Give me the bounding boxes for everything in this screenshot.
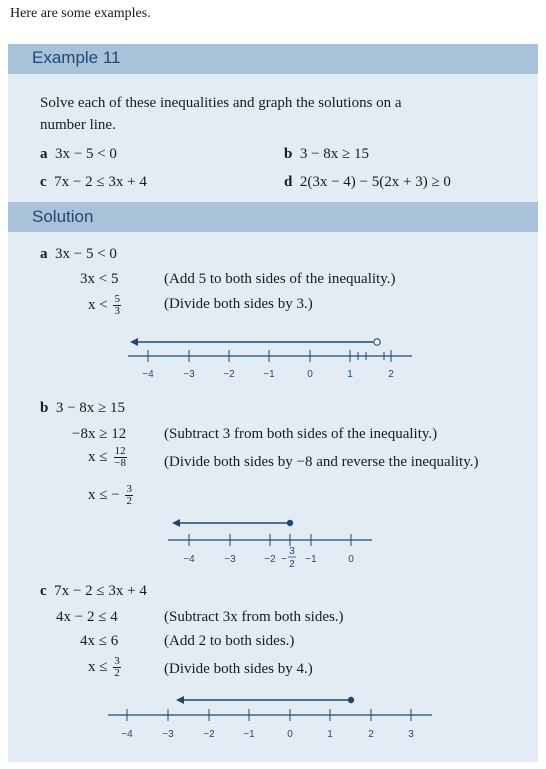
open-circle [374,339,380,345]
step-lhs: x ≤ − [88,486,120,503]
question-line-2: number line. [40,117,116,133]
step-lhs: x ≤ [88,448,108,465]
tick-label: 3 [408,729,414,740]
tick-label: −4 [183,554,195,565]
fraction-tick-numerator: 3 [289,546,295,557]
tick-label: −4 [142,369,154,380]
tick-label: 2 [388,369,394,380]
denominator: 2 [114,667,120,679]
solution-b-step1-note: (Subtract 3 from both sides of the inequality.) [164,426,438,442]
solution-a-step2-note: (Divide both sides by 3.) [164,296,313,312]
tick-label: 2 [368,729,374,740]
closed-circle [287,520,293,526]
number-line-c [108,696,432,740]
number-line-b [168,519,372,570]
tick-label: 1 [347,369,353,380]
ray-arrowhead [172,519,180,527]
part-expr: 2(3x − 4) − 5(2x + 3) ≥ 0 [299,174,451,190]
denominator: 2 [126,495,132,507]
solution-a-step1: 3x < 5 [80,271,119,287]
number-line-a [128,338,412,380]
tick-label: −2 [264,554,276,565]
tick-label: −1 [243,729,255,740]
tick-label: 1 [327,729,333,740]
solution-c-step2: 4x ≤ 6 [80,633,119,649]
solution-title: Solution [32,207,94,226]
tick-label: −3 [162,729,174,740]
tick-label: −1 [263,369,275,380]
numerator: 3 [114,655,120,667]
tick-label: −3 [183,369,195,380]
solution-c-step1-note: (Subtract 3x from both sides.) [164,609,344,625]
part-label: b [40,400,49,416]
part-label: b [284,146,293,162]
question-line-1: Solve each of these inequalities and graph the solutions on a [40,95,402,111]
tick-label: −4 [121,729,133,740]
tick-label: 0 [348,554,354,565]
tick-label: −3 [224,554,236,565]
part-expr: 3 − 8x ≥ 15 [55,400,126,416]
solution-c-step3-note: (Divide both sides by 4.) [164,661,313,677]
denominator: −8 [114,457,126,469]
solution-c-step2-note: (Add 2 to both sides.) [164,633,295,649]
solution-b-step1: −8x ≥ 12 [72,426,127,442]
closed-circle [348,697,354,703]
ray-arrowhead [130,338,138,346]
example-title: Example 11 [32,48,121,67]
fraction-tick-sign: − [281,554,287,565]
part-label: a [40,246,48,262]
solution-a-step1-note: (Add 5 to both sides of the inequality.) [164,271,396,287]
numerator: 5 [114,293,120,305]
part-expr: 3x − 5 < 0 [55,146,117,162]
part-expr: 3x − 5 < 0 [55,246,117,262]
part-expr: 7x − 2 ≤ 3x + 4 [54,583,147,599]
tick-label: −1 [305,554,317,565]
solution-b-step2-note: (Divide both sides by −8 and reverse the inequality.) [164,454,479,470]
step-lhs: x ≤ [88,658,108,675]
ray-arrowhead [176,696,184,704]
step-lhs: x < [88,296,108,313]
fraction-tick-denominator: 2 [289,559,295,570]
tick-label: −2 [203,729,215,740]
numerator: 12 [114,445,126,457]
part-label: c [40,174,47,190]
part-label: a [40,146,48,162]
denominator: 3 [114,305,120,317]
part-label: d [284,174,293,190]
tick-label: −2 [223,369,235,380]
part-expr: 7x − 2 ≤ 3x + 4 [54,174,147,190]
solution-c-step1: 4x − 2 ≤ 4 [56,609,118,625]
part-label: c [40,583,47,599]
part-expr: 3 − 8x ≥ 15 [299,146,370,162]
tick-label: 0 [307,369,313,380]
tick-label: 0 [287,729,293,740]
numerator: 3 [126,483,132,495]
intro-text: Here are some examples. [10,6,151,21]
